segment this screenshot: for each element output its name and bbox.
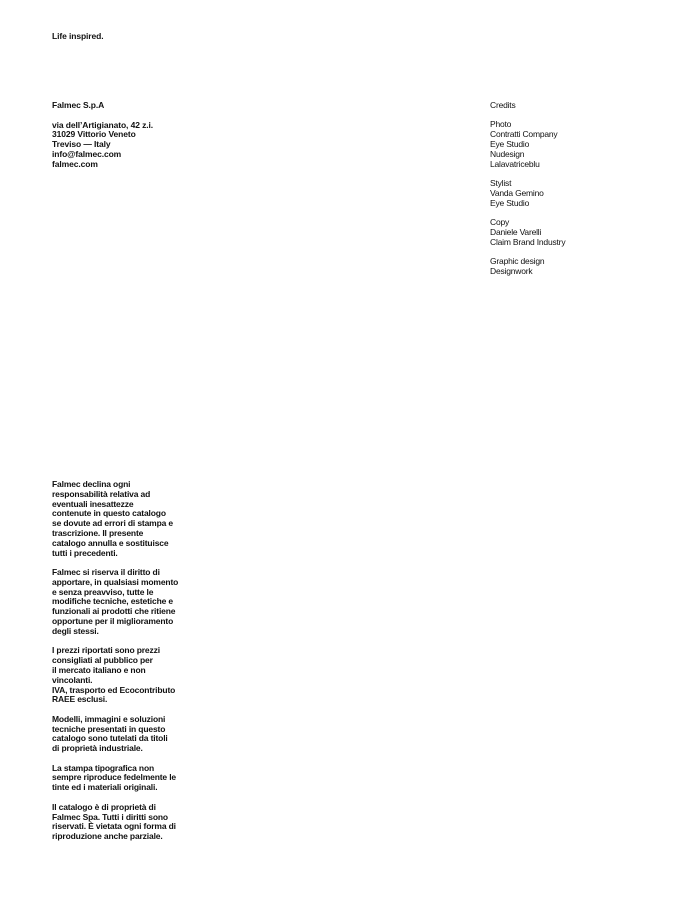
legal-line: Falmec Spa. Tutti i diritti sono bbox=[52, 811, 168, 822]
tagline: Life inspired. bbox=[52, 31, 104, 41]
credits-line: Copy bbox=[490, 216, 510, 227]
credits-line: Photo bbox=[490, 119, 512, 130]
legal-line: contenute in questo catalogo bbox=[52, 508, 166, 519]
legal-notice bbox=[52, 480, 192, 852]
legal-line: IVA, trasporto ed Ecocontributo bbox=[52, 684, 176, 695]
legal-paragraph-modifications bbox=[52, 568, 192, 637]
legal-line: responsabilità relativa ad bbox=[52, 488, 151, 499]
credits-section bbox=[490, 101, 565, 277]
credits-group-photo bbox=[490, 120, 565, 169]
legal-line: degli stessi. bbox=[52, 625, 99, 636]
legal-line: il mercato italiano e non bbox=[52, 664, 146, 675]
legal-line: RAEE esclusi. bbox=[52, 694, 108, 705]
legal-line: e senza preavviso, tutte le bbox=[52, 586, 154, 597]
legal-line: Il catalogo è di proprietà di bbox=[52, 801, 156, 812]
legal-line: riservati. È vietata ogni forma di bbox=[52, 821, 176, 832]
credits-group-stylist bbox=[490, 179, 565, 208]
email-link[interactable]: info@falmec.com bbox=[52, 148, 122, 159]
legal-line: La stampa tipografica non bbox=[52, 762, 155, 773]
legal-line: tutti i precedenti. bbox=[52, 547, 118, 558]
credits-line: Eye Studio bbox=[490, 138, 530, 149]
address-region: Treviso — Italy bbox=[52, 139, 111, 150]
credits-heading: Credits bbox=[490, 100, 516, 110]
legal-line: Modelli, immagini e soluzioni bbox=[52, 713, 166, 724]
legal-line: consigliati al pubblico per bbox=[52, 655, 153, 666]
legal-line: funzionali ai prodotti che ritiene bbox=[52, 606, 176, 617]
legal-line: sempre riproduce fedelmente le bbox=[52, 772, 176, 783]
legal-line: catalogo sono tutelati da titoli bbox=[52, 733, 168, 744]
legal-line: Falmec si riserva il diritto di bbox=[52, 567, 160, 578]
legal-paragraph-disclaimer bbox=[52, 480, 192, 558]
credits-line: Stylist bbox=[490, 177, 512, 188]
legal-line: vincolanti. bbox=[52, 674, 93, 685]
legal-paragraph-ip bbox=[52, 715, 192, 754]
credits-line: Graphic design bbox=[490, 255, 545, 266]
credits-group-graphic-design bbox=[490, 257, 565, 277]
credits-line: Designwork bbox=[490, 265, 533, 276]
credits-line: Claim Brand Industry bbox=[490, 236, 566, 247]
credits-line: Daniele Varelli bbox=[490, 226, 542, 237]
legal-paragraph-print bbox=[52, 764, 192, 793]
address-street: via dell’Artigianato, 42 z.i. bbox=[52, 119, 154, 130]
legal-line: catalogo annulla e sostituisce bbox=[52, 537, 169, 548]
legal-line: eventuali inesattezze bbox=[52, 498, 134, 509]
legal-line: opportune per il miglioramento bbox=[52, 616, 174, 627]
legal-paragraph-prices bbox=[52, 646, 192, 705]
legal-line: trascrizione. Il presente bbox=[52, 527, 144, 538]
legal-line: riproduzione anche parziale. bbox=[52, 831, 163, 842]
legal-line: I prezzi riportati sono prezzi bbox=[52, 645, 160, 656]
legal-line: tecniche presentati in questo bbox=[52, 723, 166, 734]
company-info bbox=[52, 101, 153, 170]
address-city: 31029 Vittorio Veneto bbox=[52, 129, 136, 140]
legal-line: modifiche tecniche, estetiche e bbox=[52, 596, 174, 607]
legal-line: apportare, in qualsiasi momento bbox=[52, 576, 179, 587]
legal-line: se dovute ad errori di stampa e bbox=[52, 518, 174, 529]
credits-line: Nudesign bbox=[490, 148, 525, 159]
legal-line: Falmec declina ogni bbox=[52, 479, 131, 489]
website-link[interactable]: falmec.com bbox=[52, 158, 98, 169]
legal-line: di proprietà industriale. bbox=[52, 743, 143, 754]
legal-line: tinte ed i materiali originali. bbox=[52, 782, 158, 793]
credits-group-copy bbox=[490, 218, 565, 247]
credits-line: Vanda Gemino bbox=[490, 187, 544, 198]
credits-line: Contratti Company bbox=[490, 129, 558, 140]
credits-line: Eye Studio bbox=[490, 197, 530, 208]
company-name: Falmec S.p.A bbox=[52, 100, 105, 110]
credits-line: Lalavatriceblu bbox=[490, 158, 540, 169]
legal-paragraph-rights bbox=[52, 803, 192, 842]
